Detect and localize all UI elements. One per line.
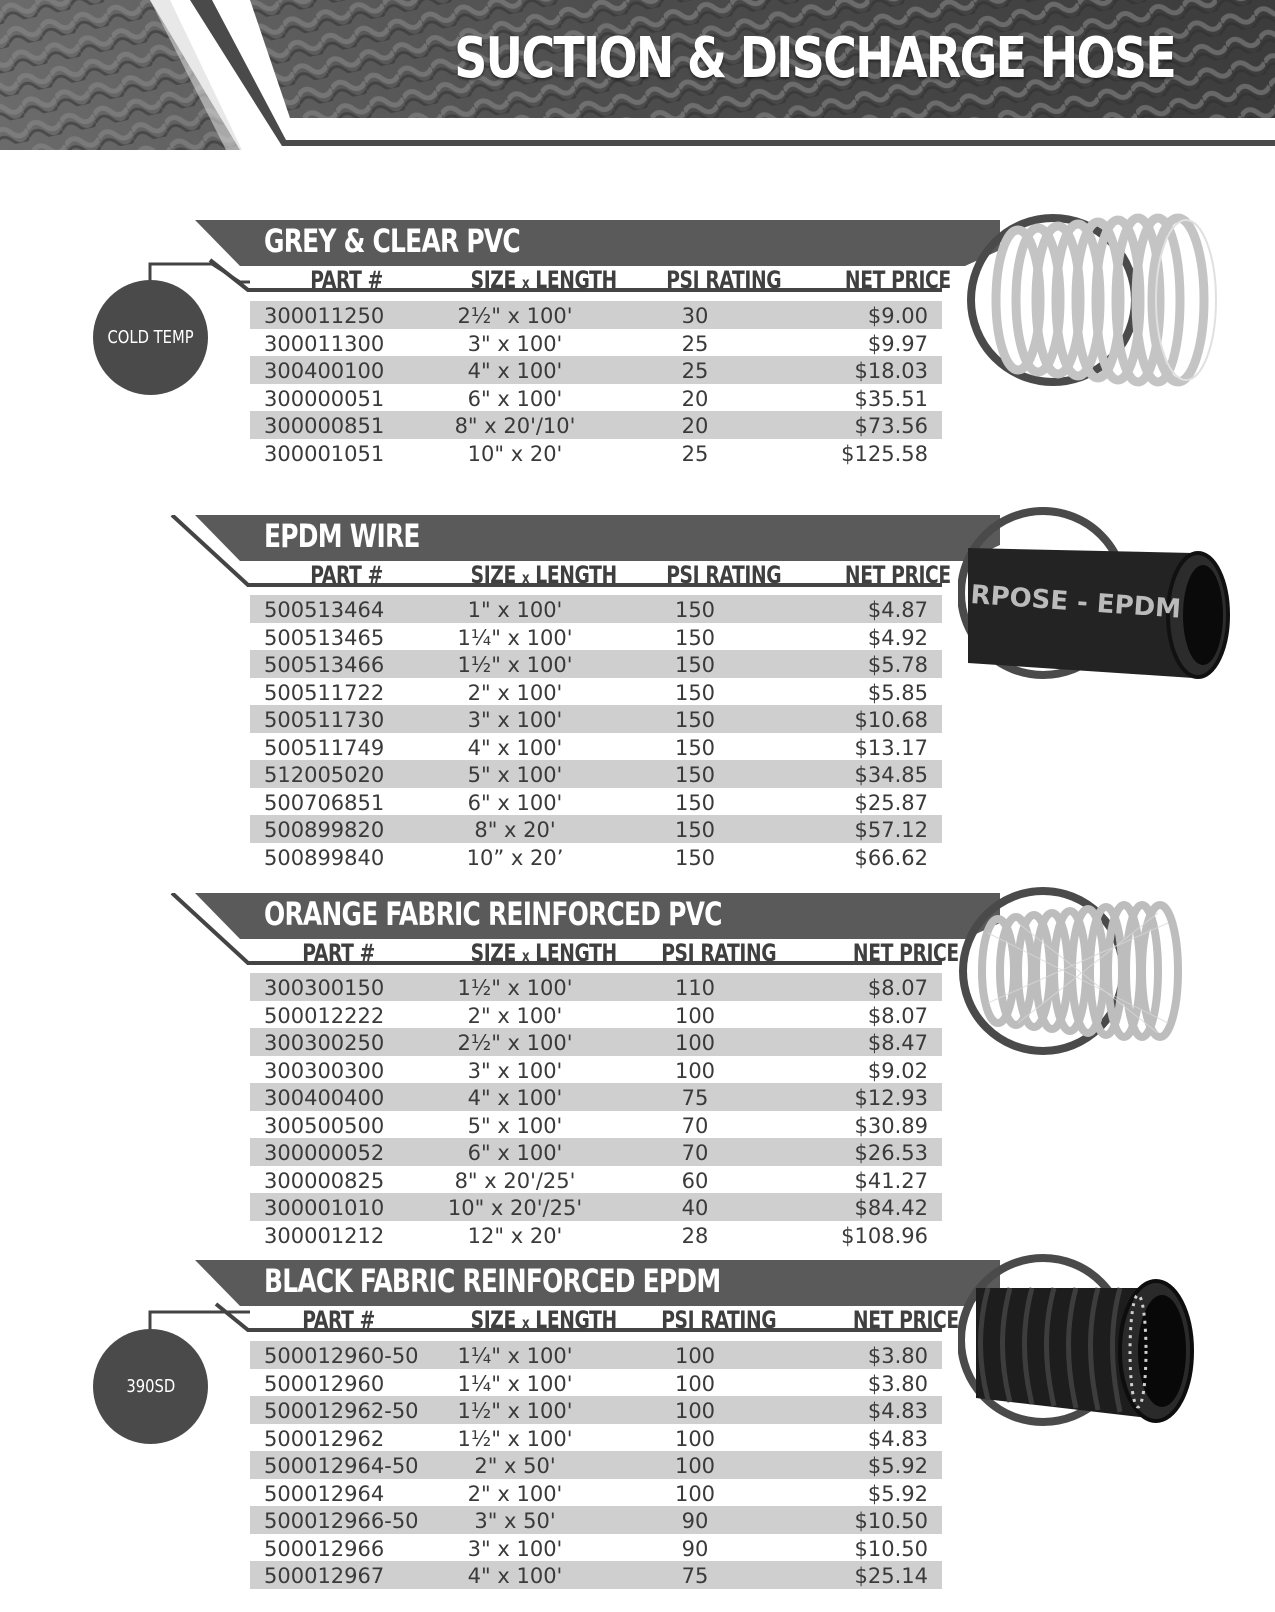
col-header-price: NET PRICE xyxy=(852,1306,959,1334)
part-number-cell: 300300150 xyxy=(264,976,385,1000)
size-length-cell: 5" x 100' xyxy=(467,763,563,787)
table-row xyxy=(250,760,942,788)
part-number-cell: 500511749 xyxy=(264,735,385,760)
part-number-cell: 500012964-50 xyxy=(264,1454,419,1478)
table-row xyxy=(250,1083,942,1111)
psi-rating-cell: 20 xyxy=(681,414,709,438)
part-number-cell: 500012960-50 xyxy=(264,1344,419,1368)
col-header-size: SIZE x LENGTH xyxy=(470,561,617,589)
table-row xyxy=(250,1561,942,1589)
part-number-cell: 512005020 xyxy=(264,763,385,787)
table-row xyxy=(250,623,942,651)
part-number-cell: 500511730 xyxy=(264,708,385,732)
net-price-cell: $18.03 xyxy=(854,359,928,383)
net-price-cell: $5.92 xyxy=(867,1481,928,1506)
table-row xyxy=(250,705,942,733)
psi-rating-cell: 100 xyxy=(674,1481,716,1506)
net-price-cell: $57.12 xyxy=(854,818,928,842)
size-length-cell: 12" x 20' xyxy=(467,1223,563,1248)
hose-print-text: RPOSE - EPDM xyxy=(969,580,1182,625)
size-length-cell: 5" x 100' xyxy=(467,1113,563,1138)
size-length-cell: 2" x 100' xyxy=(467,680,563,705)
table-row xyxy=(250,1396,942,1424)
table-row xyxy=(250,1193,942,1221)
part-number-cell: 500012960 xyxy=(264,1371,385,1396)
size-length-cell: 6" x 100' xyxy=(467,386,563,411)
net-price-cell: $66.62 xyxy=(854,845,928,870)
size-length-cell: 2" x 100' xyxy=(467,1003,563,1028)
table-row xyxy=(250,1479,942,1507)
psi-rating-cell: 70 xyxy=(681,1141,709,1165)
size-length-cell: 1½" x 100' xyxy=(457,1399,573,1423)
table-row xyxy=(250,1221,942,1249)
psi-rating-cell: 30 xyxy=(681,304,709,328)
size-length-cell: 3" x 100' xyxy=(467,331,563,356)
psi-rating-cell: 150 xyxy=(674,845,716,870)
psi-rating-cell: 25 xyxy=(681,359,709,383)
table-row xyxy=(250,1451,942,1479)
size-length-cell: 1¼" x 100' xyxy=(457,1344,573,1368)
size-length-cell: 10" x 20' xyxy=(467,441,563,466)
price-table xyxy=(250,973,942,1248)
net-price-cell: $5.92 xyxy=(867,1454,928,1478)
model-badge-label: 390SD xyxy=(126,1376,175,1397)
orange-fabric-hose-image xyxy=(958,883,1258,1073)
net-price-cell: $9.02 xyxy=(867,1058,928,1083)
psi-rating-cell: 150 xyxy=(674,708,716,732)
col-header-price: NET PRICE xyxy=(844,561,951,589)
price-table xyxy=(250,595,942,870)
net-price-cell: $8.07 xyxy=(867,976,928,1000)
size-length-cell: 2" x 100' xyxy=(467,1481,563,1506)
part-number-cell: 500513464 xyxy=(264,598,385,622)
col-header-psi: PSI RATING xyxy=(661,939,777,967)
net-price-cell: $30.89 xyxy=(854,1113,928,1138)
section-orange-fabric-pvc xyxy=(0,893,1275,1248)
table-row xyxy=(250,973,942,1001)
table-row xyxy=(250,733,942,761)
net-price-cell: $13.17 xyxy=(854,735,928,760)
part-number-cell: 300001010 xyxy=(264,1196,385,1220)
table-row xyxy=(250,384,942,412)
col-header-psi: PSI RATING xyxy=(666,266,782,294)
section-epdm-wire xyxy=(0,515,1275,875)
col-header-part: PART # xyxy=(302,1306,375,1334)
part-number-cell: 500899820 xyxy=(264,818,385,842)
psi-rating-cell: 150 xyxy=(674,790,716,815)
part-number-cell: 300000051 xyxy=(264,386,385,411)
table-row xyxy=(250,1001,942,1029)
section-black-fabric-epdm xyxy=(0,1260,1275,1612)
part-number-cell: 500012966-50 xyxy=(264,1509,419,1533)
part-number-cell: 500012964 xyxy=(264,1481,385,1506)
psi-rating-cell: 100 xyxy=(674,1058,716,1083)
part-number-cell: 500012962-50 xyxy=(264,1399,419,1423)
size-length-cell: 4" x 100' xyxy=(467,1564,563,1588)
table-row xyxy=(250,1028,942,1056)
psi-rating-cell: 150 xyxy=(674,625,716,650)
col-header-part: PART # xyxy=(302,939,375,967)
table-row xyxy=(250,843,942,871)
part-number-cell: 300400100 xyxy=(264,359,385,383)
page-title: SUCTION & DISCHARGE HOSE xyxy=(454,26,1175,91)
col-header-psi: PSI RATING xyxy=(666,561,782,589)
net-price-cell: $12.93 xyxy=(854,1086,928,1110)
part-number-cell: 300400400 xyxy=(264,1086,385,1110)
part-number-cell: 500706851 xyxy=(264,790,385,815)
psi-rating-cell: 100 xyxy=(674,1399,716,1423)
table-row xyxy=(250,356,942,384)
part-number-cell: 300500500 xyxy=(264,1113,385,1138)
psi-rating-cell: 90 xyxy=(681,1509,709,1533)
col-header-part: PART # xyxy=(310,266,383,294)
price-table xyxy=(250,1341,942,1589)
part-number-cell: 300011250 xyxy=(264,304,385,328)
part-number-cell: 300300300 xyxy=(264,1058,385,1083)
psi-rating-cell: 100 xyxy=(674,1344,716,1368)
table-row xyxy=(250,1534,942,1562)
net-price-cell: $3.80 xyxy=(867,1371,928,1396)
psi-rating-cell: 150 xyxy=(674,763,716,787)
size-length-cell: 10” x 20’ xyxy=(466,845,564,870)
part-number-cell: 300000052 xyxy=(264,1141,385,1165)
col-header-size: SIZE x LENGTH xyxy=(470,266,617,294)
table-row xyxy=(250,1506,942,1534)
net-price-cell: $9.97 xyxy=(867,331,928,356)
size-length-cell: 1½" x 100' xyxy=(457,976,573,1000)
psi-rating-cell: 110 xyxy=(674,976,716,1000)
size-length-cell: 2½" x 100' xyxy=(457,304,573,328)
table-row xyxy=(250,1111,942,1139)
psi-rating-cell: 75 xyxy=(681,1086,709,1110)
psi-rating-cell: 75 xyxy=(681,1564,709,1588)
net-price-cell: $10.50 xyxy=(854,1509,928,1533)
psi-rating-cell: 150 xyxy=(674,680,716,705)
table-row xyxy=(250,815,942,843)
section-grey-clear-pvc xyxy=(0,220,1275,470)
part-number-cell: 300001212 xyxy=(264,1223,385,1248)
net-price-cell: $25.14 xyxy=(854,1564,928,1588)
psi-rating-cell: 150 xyxy=(674,653,716,677)
psi-rating-cell: 100 xyxy=(674,1371,716,1396)
cold-temp-label: COLD TEMP xyxy=(107,327,194,348)
size-length-cell: 6" x 100' xyxy=(467,790,563,815)
part-number-cell: 300011300 xyxy=(264,331,385,356)
size-length-cell: 8" x 20' xyxy=(474,818,556,842)
psi-rating-cell: 90 xyxy=(681,1536,709,1561)
net-price-cell: $8.07 xyxy=(867,1003,928,1028)
psi-rating-cell: 100 xyxy=(674,1031,716,1055)
psi-rating-cell: 25 xyxy=(681,441,709,466)
section-title: GREY & CLEAR PVC xyxy=(264,222,520,260)
table-row xyxy=(250,1138,942,1166)
psi-rating-cell: 40 xyxy=(681,1196,709,1220)
psi-rating-cell: 60 xyxy=(681,1168,709,1193)
size-length-cell: 1½" x 100' xyxy=(457,653,573,677)
net-price-cell: $5.78 xyxy=(867,653,928,677)
size-length-cell: 10" x 20'/25' xyxy=(447,1196,583,1220)
part-number-cell: 500511722 xyxy=(264,680,385,705)
table-row xyxy=(250,678,942,706)
size-length-cell: 2½" x 100' xyxy=(457,1031,573,1055)
table-row xyxy=(250,301,942,329)
part-number-cell: 500012222 xyxy=(264,1003,385,1028)
net-price-cell: $3.80 xyxy=(867,1344,928,1368)
size-length-cell: 3" x 100' xyxy=(467,1536,563,1561)
net-price-cell: $84.42 xyxy=(854,1196,928,1220)
table-row xyxy=(250,650,942,678)
size-length-cell: 1¼" x 100' xyxy=(457,625,573,650)
size-length-cell: 1½" x 100' xyxy=(457,1426,573,1451)
part-number-cell: 500899840 xyxy=(264,845,385,870)
psi-rating-cell: 100 xyxy=(674,1454,716,1478)
psi-rating-cell: 20 xyxy=(681,386,709,411)
net-price-cell: $10.68 xyxy=(854,708,928,732)
net-price-cell: $8.47 xyxy=(867,1031,928,1055)
col-header-part: PART # xyxy=(310,561,383,589)
grey-clear-hose-image xyxy=(958,210,1258,400)
net-price-cell: $4.83 xyxy=(867,1399,928,1423)
col-header-size: SIZE x LENGTH xyxy=(470,1306,617,1334)
size-length-cell: 8" x 20'/25' xyxy=(454,1168,576,1193)
net-price-cell: $25.87 xyxy=(854,790,928,815)
net-price-cell: $4.87 xyxy=(867,598,928,622)
psi-rating-cell: 25 xyxy=(681,331,709,356)
table-row xyxy=(250,439,942,467)
net-price-cell: $9.00 xyxy=(867,304,928,328)
psi-rating-cell: 150 xyxy=(674,598,716,622)
psi-rating-cell: 100 xyxy=(674,1426,716,1451)
size-length-cell: 3" x 50' xyxy=(474,1509,556,1533)
part-number-cell: 300001051 xyxy=(264,441,385,466)
table-row xyxy=(250,1424,942,1452)
net-price-cell: $34.85 xyxy=(854,763,928,787)
net-price-cell: $26.53 xyxy=(854,1141,928,1165)
section-title: ORANGE FABRIC REINFORCED PVC xyxy=(264,895,722,933)
size-length-cell: 4" x 100' xyxy=(467,1086,563,1110)
psi-rating-cell: 70 xyxy=(681,1113,709,1138)
table-row xyxy=(250,329,942,357)
psi-rating-cell: 100 xyxy=(674,1003,716,1028)
part-number-cell: 500012967 xyxy=(264,1564,385,1588)
net-price-cell: $10.50 xyxy=(854,1536,928,1561)
col-header-price: NET PRICE xyxy=(852,939,959,967)
epdm-wire-hose-image xyxy=(958,503,1258,693)
net-price-cell: $108.96 xyxy=(841,1223,928,1248)
col-header-size: SIZE x LENGTH xyxy=(470,939,617,967)
psi-rating-cell: 28 xyxy=(681,1223,709,1248)
net-price-cell: $4.92 xyxy=(867,625,928,650)
part-number-cell: 300300250 xyxy=(264,1031,385,1055)
part-number-cell: 500513465 xyxy=(264,625,385,650)
col-header-price: NET PRICE xyxy=(844,266,951,294)
part-number-cell: 500012966 xyxy=(264,1536,385,1561)
size-length-cell: 4" x 100' xyxy=(467,359,563,383)
size-length-cell: 4" x 100' xyxy=(467,735,563,760)
table-row xyxy=(250,595,942,623)
size-length-cell: 8" x 20'/10' xyxy=(454,414,576,438)
psi-rating-cell: 150 xyxy=(674,735,716,760)
net-price-cell: $5.85 xyxy=(867,680,928,705)
size-length-cell: 1¼" x 100' xyxy=(457,1371,573,1396)
part-number-cell: 500012962 xyxy=(264,1426,385,1451)
size-length-cell: 3" x 100' xyxy=(467,708,563,732)
table-row xyxy=(250,788,942,816)
table-row xyxy=(250,1341,942,1369)
part-number-cell: 300000825 xyxy=(264,1168,385,1193)
net-price-cell: $125.58 xyxy=(841,441,928,466)
size-length-cell: 3" x 100' xyxy=(467,1058,563,1083)
psi-rating-cell: 150 xyxy=(674,818,716,842)
net-price-cell: $35.51 xyxy=(854,386,928,411)
price-table xyxy=(250,301,942,466)
table-row xyxy=(250,1166,942,1194)
col-header-psi: PSI RATING xyxy=(661,1306,777,1334)
table-row xyxy=(250,411,942,439)
part-number-cell: 500513466 xyxy=(264,653,385,677)
net-price-cell: $73.56 xyxy=(854,414,928,438)
net-price-cell: $4.83 xyxy=(867,1426,928,1451)
part-number-cell: 300000851 xyxy=(264,414,385,438)
section-title: BLACK FABRIC REINFORCED EPDM xyxy=(264,1262,721,1300)
size-length-cell: 6" x 100' xyxy=(467,1141,563,1165)
size-length-cell: 2" x 50' xyxy=(474,1454,556,1478)
net-price-cell: $41.27 xyxy=(854,1168,928,1193)
size-length-cell: 1" x 100' xyxy=(467,598,563,622)
table-row xyxy=(250,1056,942,1084)
black-fabric-hose-image xyxy=(958,1248,1258,1438)
section-title: EPDM WIRE xyxy=(264,517,420,555)
table-row xyxy=(250,1369,942,1397)
